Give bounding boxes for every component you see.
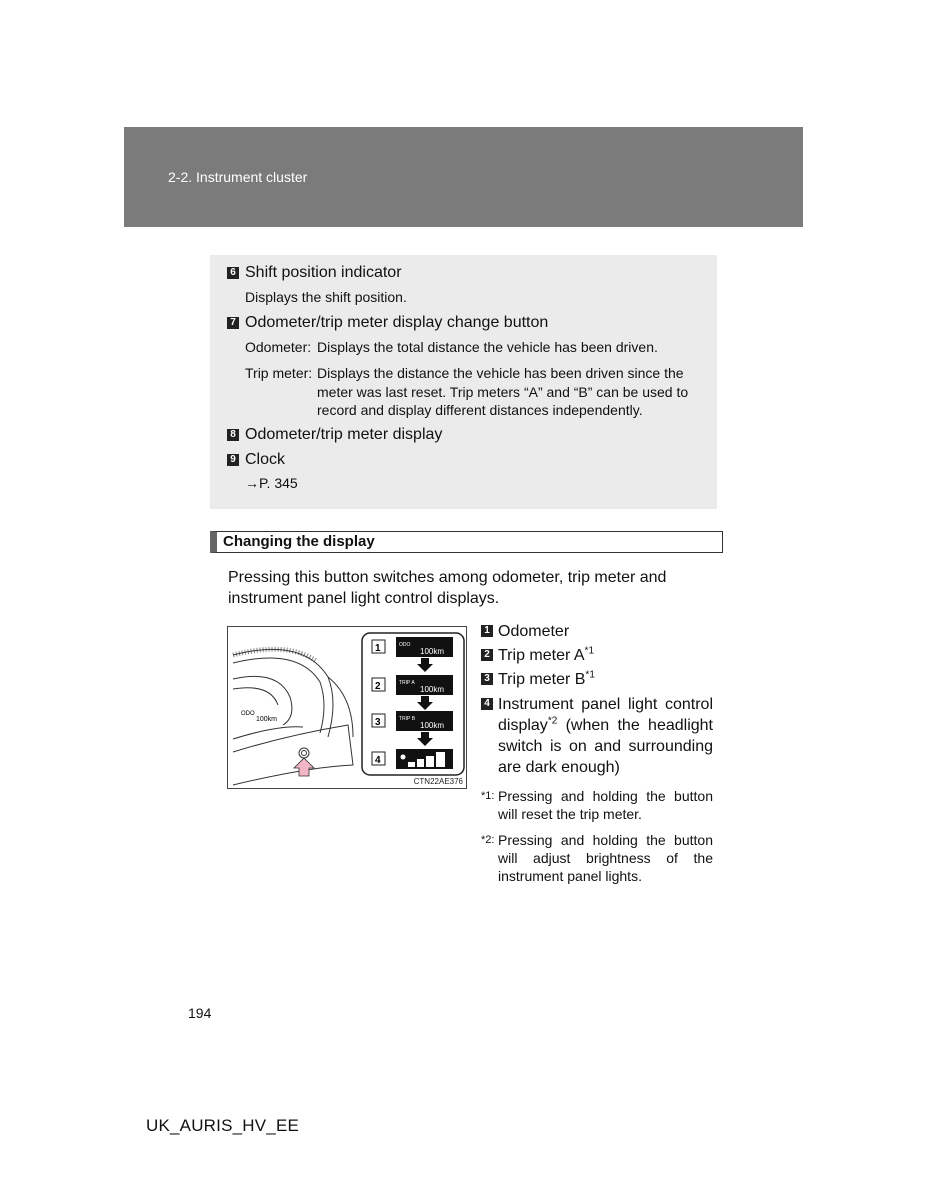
item-number-badge: 8	[227, 429, 239, 441]
footnote-text: Pressing and holding the button will reset the trip meter.	[498, 788, 713, 822]
press-arrow-icon	[294, 758, 314, 776]
page-reference: →P. 345	[245, 475, 298, 491]
step-number: 3	[375, 717, 381, 728]
item-number-badge: 6	[227, 267, 239, 279]
gauge-odo-label: ODO	[241, 711, 255, 717]
footnote-1	[481, 787, 713, 823]
definition-text: Displays the distance the vehicle has been driven since the meter was last reset. Trip meters “A” and “B” can be used to record and display different distances independently.	[317, 365, 689, 418]
section-title: 2-2. Instrument cluster	[168, 169, 308, 185]
list-item-text: Odometer	[498, 623, 570, 640]
item-description: Displays the shift position.	[245, 289, 407, 305]
list-number-badge: 2	[481, 649, 493, 661]
document-code: UK_AURIS_HV_EE	[146, 1116, 300, 1135]
section-heading-text: Changing the display	[223, 533, 375, 550]
item-9	[227, 451, 285, 469]
item-number-badge: 7	[227, 317, 239, 329]
step-display-value: 100km	[420, 721, 445, 730]
list-item	[481, 669, 595, 690]
list-item	[481, 694, 713, 778]
display-change-button-icon	[299, 748, 309, 758]
step-display-value: 100km	[420, 685, 445, 694]
list-item	[481, 645, 594, 666]
intro-paragraph: Pressing this button switches among odometer, trip meter and instrument panel light control displays.	[228, 569, 667, 607]
instrument-cluster-illustration	[227, 626, 467, 789]
step-display-label: TRIP A	[399, 680, 415, 686]
item-8	[227, 426, 442, 444]
list-item-text: Trip meter B	[498, 671, 586, 688]
footnote-mark: *1	[584, 645, 594, 657]
item-title: Odometer/trip meter display change button	[245, 314, 549, 331]
item-7	[227, 314, 548, 332]
list-number-badge: 3	[481, 673, 493, 685]
item-number-badge: 9	[227, 454, 239, 466]
footnote-text: Pressing and holding the button will adjust brightness of the instrument panel lights.	[498, 832, 713, 884]
light-icon	[401, 755, 406, 760]
list-item-text: Trip meter A	[498, 647, 585, 664]
item-title: Clock	[245, 451, 286, 468]
list-item-text-cont: (when the headlight switch is on and surrounding are dark enough)	[498, 717, 713, 776]
footnote-2	[481, 831, 713, 885]
figure-code: CTN22AE376	[413, 777, 463, 786]
cluster-drawing	[228, 627, 467, 789]
step-number: 4	[375, 755, 381, 766]
definition-odometer	[245, 338, 707, 357]
list-number-badge: 1	[481, 625, 493, 637]
list-number-badge: 4	[481, 698, 493, 710]
list-item-text: Instrument panel light control display	[498, 696, 713, 734]
item-title: Shift position indicator	[245, 264, 402, 281]
footnote-marker: *2:	[481, 834, 495, 846]
footnote-marker: *1:	[481, 790, 495, 802]
item-title: Odometer/trip meter display	[245, 426, 443, 443]
step-display-value: 100km	[420, 647, 445, 656]
definition-term: Odometer:	[245, 339, 312, 355]
definition-term: Trip meter:	[245, 365, 313, 381]
step-number: 2	[375, 681, 381, 692]
footnote-mark: *1	[585, 669, 595, 681]
section-heading	[210, 531, 723, 553]
definition-text: Displays the total distance the vehicle has been driven.	[317, 339, 658, 355]
step-display-label: TRIP B	[399, 716, 416, 722]
item-description-box	[210, 255, 717, 509]
step-number: 1	[375, 643, 381, 654]
item-6	[227, 264, 402, 282]
section-header-band	[124, 127, 803, 227]
step-display-label: ODO	[399, 642, 411, 648]
gauge-value: 100km	[256, 716, 278, 723]
footnote-mark: *2	[547, 715, 558, 727]
definition-trip-meter	[245, 364, 707, 420]
page-number: 194	[188, 1005, 212, 1021]
list-item	[481, 621, 569, 642]
